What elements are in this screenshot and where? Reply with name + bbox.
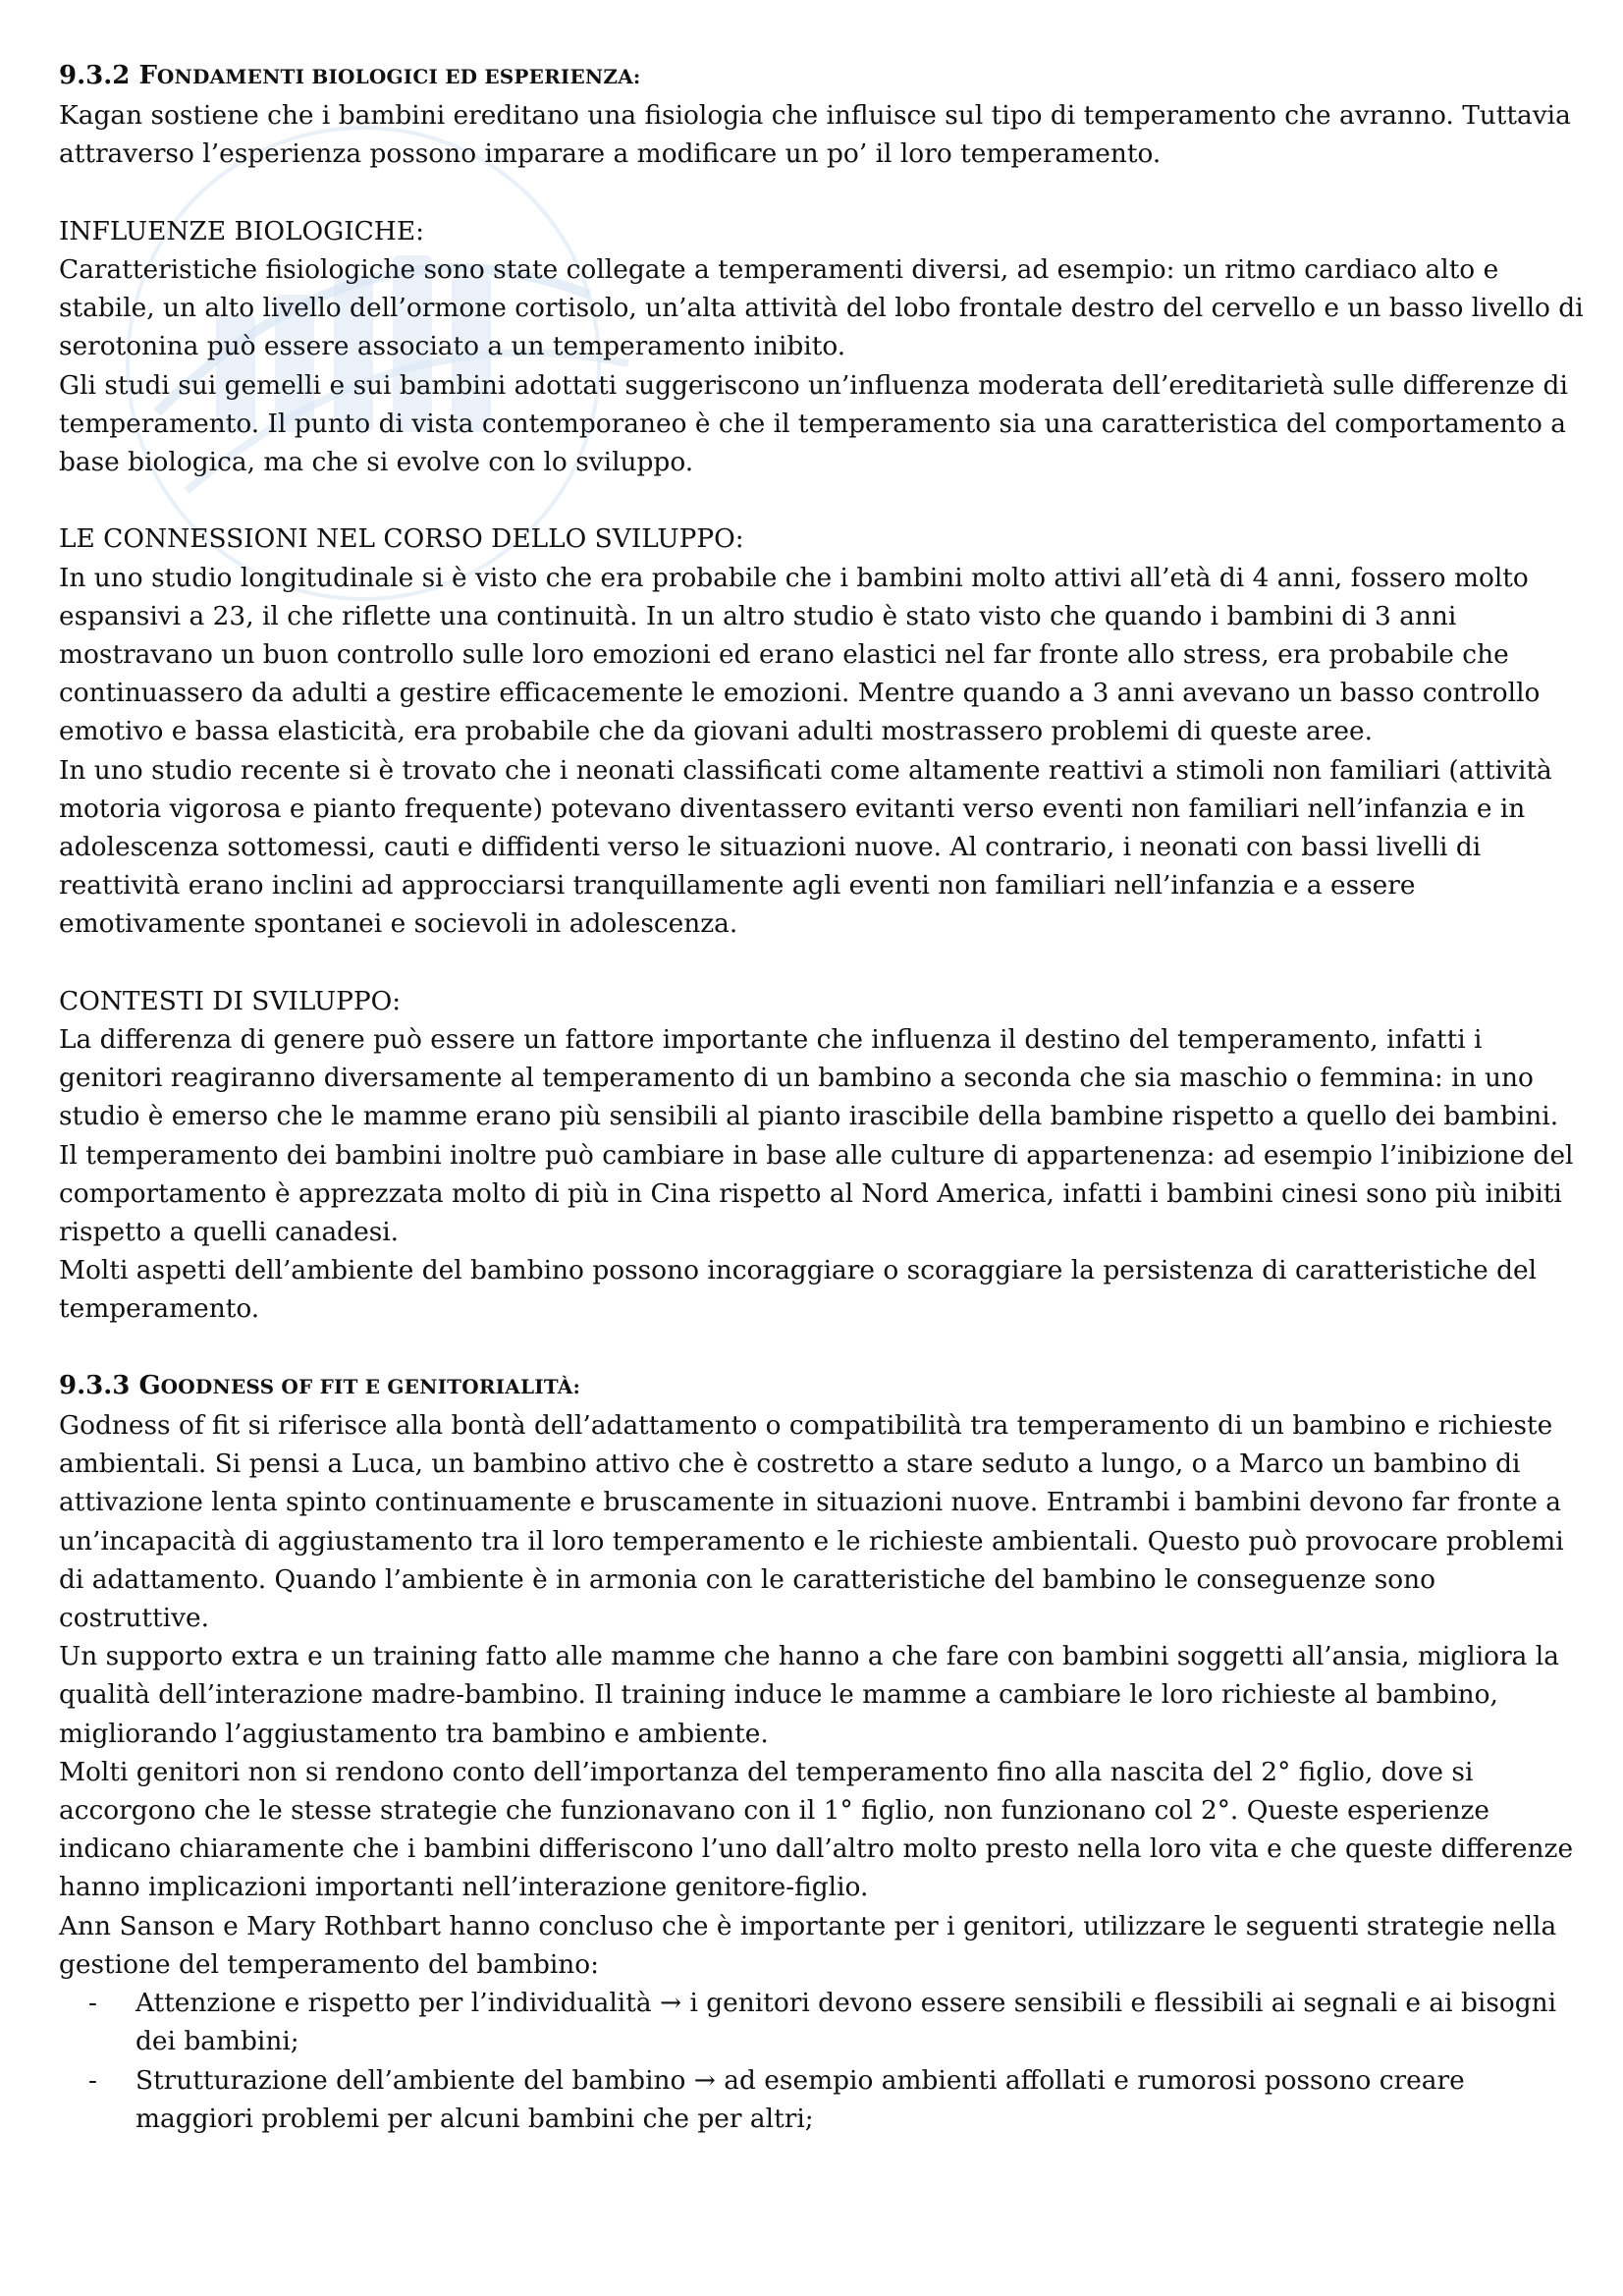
- section-heading-9-3-3: [59, 1367, 1591, 1406]
- subheading-connessioni: LE CONNESSIONI NEL CORSO DELLO SVILUPPO:: [59, 523, 744, 555]
- spacer: [59, 481, 1591, 519]
- paragraph-contesti-3: Molti aspetti dell’ambiente del bambino possono incoraggiare o scoraggiare la persistenza di caratteristiche del temperamento.: [59, 1255, 1538, 1325]
- spacer: [59, 1329, 1591, 1367]
- paragraph-goodness-3: Molti genitori non si rendono conto dell’importanza del temperamento fino alla nascita del 2° figlio, dove si accorgono che le stesse strategie che funzionavano con il 1° figlio, non funzionano col 2°. Queste esperienze indicano chiaramente che i bambini differiscono l’uno dall’altro molto presto nella loro vita e che queste differenze hanno implicazioni importanti nell’interazione genitore-figlio.: [59, 1756, 1574, 1903]
- section-title-rest: ONDAMENTI BIOLOGICI ED ESPERIENZA:: [156, 65, 641, 88]
- paragraph-goodness-4: Ann Sanson e Mary Rothbart hanno concluso che è importante per i genitori, utilizzare le seguenti strategie nella gestione del temperamento del bambino:: [59, 1910, 1557, 1980]
- subheading-contesti: CONTESTI DI SVILUPPO:: [59, 985, 402, 1016]
- strategy-list: [59, 1984, 1591, 2138]
- paragraph-influenze-2: Gli studi sui gemelli e sui bambini adottati suggeriscono un’influenza moderata dell’ereditarietà sulle differenze di temperamento. Il punto di vista contemporaneo è che il temperamento sia una caratteristica del comportamento a base biologica, ma che si evolve con lo sviluppo.: [59, 369, 1568, 478]
- section-number: 9.3.2: [59, 61, 131, 90]
- list-item: [59, 2061, 1591, 2138]
- paragraph-intro: Kagan sostiene che i bambini ereditano una fisiologia che influisce sul tipo di temperamento che avranno. Tuttavia attraverso l’esperienza possono imparare a modificare un po’ il loro temperamento.: [59, 100, 1571, 170]
- subheading-influenze-biologiche: INFLUENZE BIOLOGICHE:: [59, 215, 424, 246]
- bullet-dash: -: [88, 1988, 97, 2019]
- list-item: [59, 1984, 1591, 2060]
- list-item-text: Attenzione e rispetto per l’individualità → i genitori devono essere sensibili e flessibili ai segnali e ai bisogni dei bambini;: [135, 1988, 1557, 2057]
- paragraph-influenze-1: Caratteristiche fisiologiche sono state collegate a temperamenti diversi, ad esempio: un ritmo cardiaco alto e stabile, un alto livello dell’ormone cortisolo, un’alta attività del lobo frontale destro del cervello e un basso livello di serotonina può essere associato a un temperamento inibito.: [59, 254, 1584, 362]
- bullet-dash: -: [88, 2064, 97, 2096]
- list-item-text: Strutturazione dell’ambiente del bambino → ad esempio ambienti affollati e rumorosi possono creare maggiori problemi per alcuni bambini che per altri;: [135, 2064, 1465, 2134]
- document-body: [59, 57, 1591, 2138]
- spacer: [59, 174, 1591, 212]
- paragraph-connessioni-2: In uno studio recente si è trovato che i neonati classificati come altamente reattivi a stimoli non familiari (attività motoria vigorosa e pianto frequente) potevano diventassero evitanti verso eventi non familiari nell’infanzia e in adolescenza sottomessi, cauti e diffidenti verso le situazioni nuove. Al contrario, i neonati con bassi livelli di reattività erano inclini ad approcciarsi tranquillamente agli eventi non familiari nell’infanzia e a essere emotivamente spontanei e socievoli in adolescenza.: [59, 754, 1552, 940]
- section-number: 9.3.3: [59, 1370, 131, 1400]
- section-heading-9-3-2: [59, 57, 1591, 96]
- paragraph-contesti-1: La differenza di genere può essere un fattore importante che influenza il destino del temperamento, infatti i genitori reagiranno diversamente al temperamento di un bambino a seconda che sia maschio o femmina: in uno studio è emerso che le mamme erano più sensibili al pianto irascibile della bambine rispetto a quello dei bambini.: [59, 1024, 1559, 1132]
- paragraph-goodness-2: Un supporto extra e un training fatto alle mamme che hanno a che fare con bambini soggetti all’ansia, migliora la qualità dell’interazione madre-bambino. Il training induce le mamme a cambiare le loro richieste al bambino, migliorando l’aggiustamento tra bambino e ambiente.: [59, 1641, 1559, 1749]
- paragraph-connessioni-1: In uno studio longitudinale si è visto che era probabile che i bambini molto attivi all’età di 4 anni, fossero molto espansivi a 23, il che riflette una continuità. In un altro studio è stato visto che quando i bambini di 3 anni mostravano un buon controllo sulle loro emozioni ed erano elastici nel far fronte allo stress, era probabile che continuassero da adulti a gestire efficacemente le emozioni. Mentre quando a 3 anni avevano un basso controllo emotivo e bassa elasticità, era probabile che da giovani adulti mostrassero problemi di queste aree.: [59, 562, 1541, 747]
- section-title-rest: OODNESS OF FIT E GENITORIALITÀ:: [160, 1374, 581, 1398]
- paragraph-goodness-1: Godness of fit si riferisce alla bontà dell’adattamento o compatibilità tra temperamento di un bambino e richieste ambientali. Si pensi a Luca, un bambino attivo che è costretto a stare seduto a lungo, o a Marco un bambino di attivazione lenta spinto continuamente e bruscamente in situazioni nuove. Entrambi i bambini devono far fronte a un’incapacità di aggiustamento tra il loro temperamento e le richieste ambientali. Questo può provocare problemi di adattamento. Quando l’ambiente è in armonia con le caratteristiche del bambino le conseguenze sono costruttive.: [59, 1410, 1564, 1634]
- paragraph-contesti-2: Il temperamento dei bambini inoltre può cambiare in base alle culture di appartenenza: ad esempio l’inibizione del comportamento è apprezzata molto di più in Cina rispetto al Nord America, infatti i bambini cinesi sono più inibiti rispetto a quelli canadesi.: [59, 1139, 1574, 1248]
- section-title-initial: G: [138, 1370, 161, 1400]
- section-title-initial: F: [138, 61, 157, 90]
- spacer: [59, 944, 1591, 982]
